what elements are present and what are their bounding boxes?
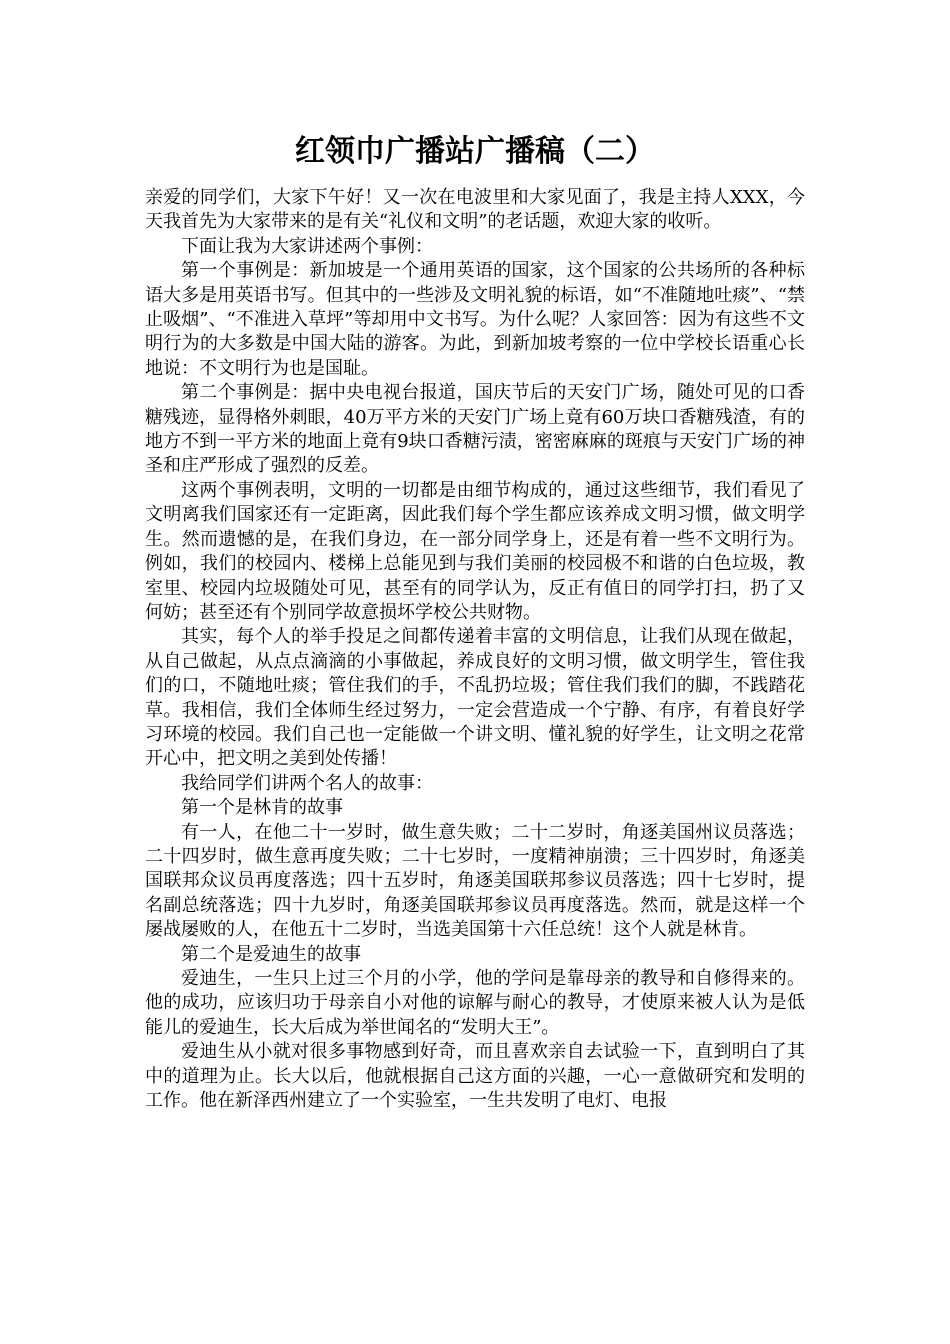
document-title: 红领巾广播站广播稿（二）: [295, 134, 655, 169]
paragraph: 其实，每个人的举手投足之间都传递着丰富的文明信息，让我们从现在做起，从自己做起，从点点滴滴的小事做起，养成良好的文明习惯，做文明学生，管住我们的口，不随地吐痰；管住我们的手，不乱扔垃圾；管住我们我们的脚，不践踏花草。我相信，我们全体师生经过努力，一定会营造成一个宁静、有序，有着良好学习环境的校园。我们自己也一定能做一个讲文明、懂礼貌的好学生，让文明之花常开心中，把文明之美到处传播！: [145, 626, 805, 770]
paragraph: 爱迪生从小就对很多事物感到好奇，而且喜欢亲自去试验一下，直到明白了其中的道理为止。长大以后，他就根据自己这方面的兴趣，一心一意做研究和发明的工作。他在新泽西州建立了一个实验室，一生共发明了电灯、电报: [145, 1041, 805, 1112]
paragraph: 有一人，在他二十一岁时，做生意失败；二十二岁时，角逐美国州议员落选；二十四岁时，做生意再度失败；二十七岁时，一度精神崩溃；三十四岁时，角逐美国联邦众议员再度落选；四十五岁时，角逐美国联邦参议员落选；四十七岁时，提名副总统落选；四十九岁时，角逐美国联邦参议员再度落选。然而，就是这样一个屡战屡败的人，在他五十二岁时，当选美国第十六任总统！这个人就是林肯。: [145, 821, 805, 941]
paragraph: 亲爱的同学们，大家下午好！又一次在电波里和大家见面了，我是主持人XXX，今天我首先为大家带来的是有关“礼仪和文明”的老话题，欢迎大家的收听。: [145, 187, 805, 233]
paragraph: 第一个事例是：新加坡是一个通用英语的国家，这个国家的公共场所的各种标语大多是用英语书写。但其中的一些涉及文明礼貌的标语，如“不准随地吐痰”、“禁止吸烟”、“不准进入草坪”等却用中文书写。为什么呢？人家回答：因为有这些不文明行为的大多数是中国大陆的游客。为此，到新加坡考察的一位中学校长语重心长地说：不文明行为也是国耻。: [145, 260, 805, 379]
paragraph: 我给同学们讲两个名人的故事：: [181, 772, 433, 794]
document-body: [145, 186, 805, 1113]
paragraph: 第二个事例是：据中央电视台报道，国庆节后的天安门广场，随处可见的口香糖残迹，显得格外刺眼，40万平方米的天安门广场上竟有60万块口香糖残渣，有的地方不到一平方米的地面上竟有9块口香糖污渍，密密麻麻的斑痕与天安门广场的神圣和庄严形成了强烈的反差。: [145, 382, 805, 477]
paragraph: 爱迪生，一生只上过三个月的小学，他的学问是靠母亲的教导和自修得来的。他的成功，应该归功于母亲自小对他的谅解与耐心的教导，才使原来被人认为是低能儿的爱迪生，长大后成为举世闻名的“发明大王”。: [145, 968, 805, 1038]
section-heading: 第二个是爱迪生的故事: [181, 943, 361, 965]
paragraph: 下面让我为大家讲述两个事例：: [181, 235, 433, 257]
paragraph: 这两个事例表明，文明的一切都是由细节构成的，通过这些细节，我们看见了文明离我们国家还有一定距离，因此我们每个学生都应该养成文明习惯，做文明学生。然而遗憾的是，在我们身边，在一部分同学身上，还是有着一些不文明行为。例如，我们的校园内、楼梯上总能见到与我们美丽的校园极不和谐的白色垃圾，教室里、校园内垃圾随处可见，甚至有的同学认为，反正有值日的同学打扫，扔了又何妨；甚至还有个别同学故意损坏学校公共财物。: [145, 479, 805, 623]
section-heading: 第一个是林肯的故事: [181, 797, 343, 819]
